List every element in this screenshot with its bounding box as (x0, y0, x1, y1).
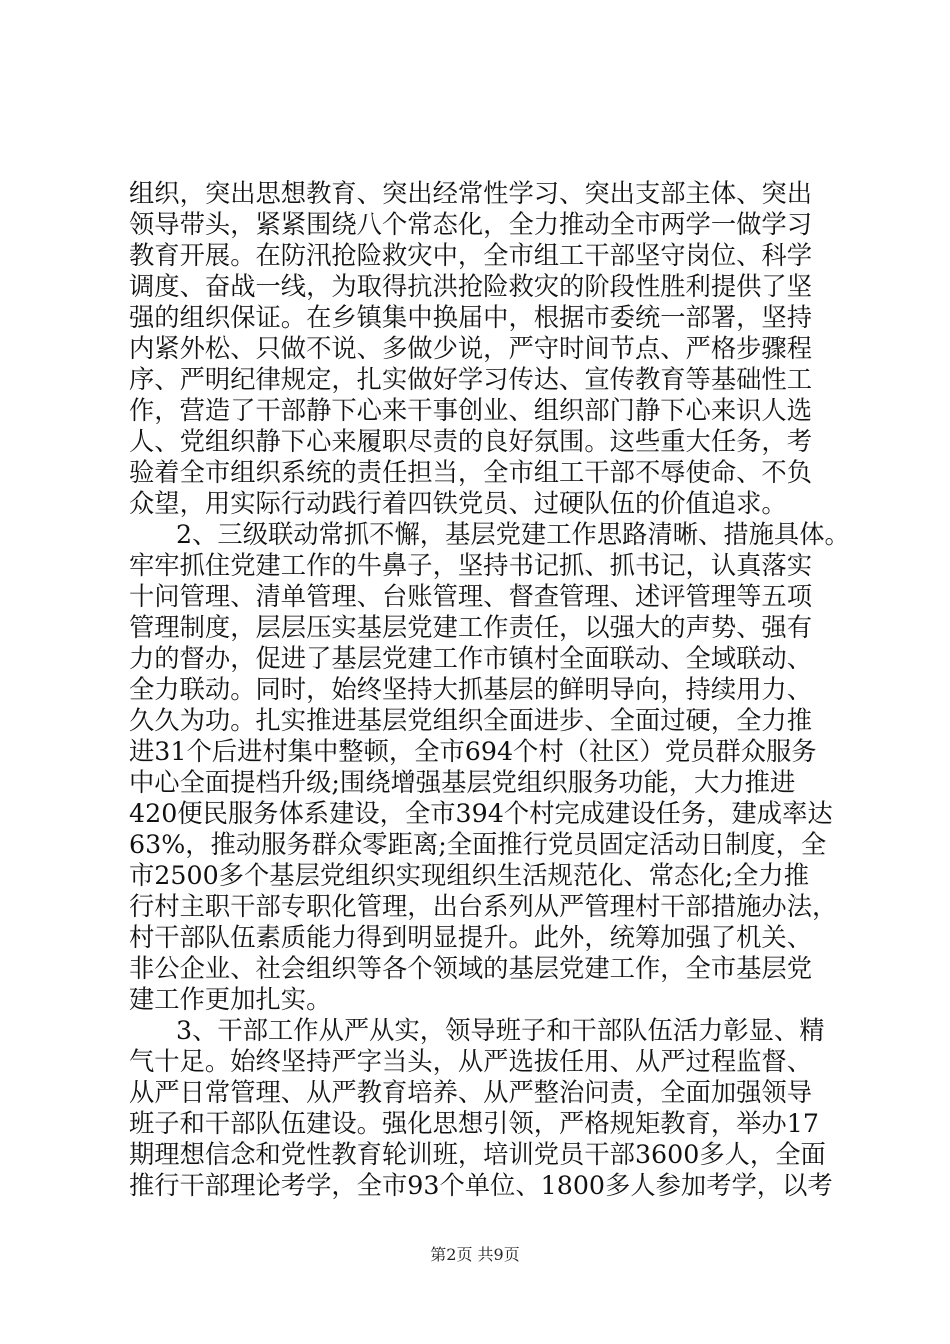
text-line: 村干部队伍素质能力得到明显提升。此外，统筹加强了机关、 (129, 923, 813, 952)
text-line: 领导带头，紧紧围绕八个常态化，全力推动全市两学一做学习 (129, 210, 813, 239)
paragraph-heading-2: 2、三级联动常抓不懈，基层党建工作思路清晰、措施具体。 (176, 520, 850, 549)
text-line: 作，营造了干部静下心来干事创业、组织部门静下心来识人选 (129, 396, 813, 425)
text-line: 强的组织保证。在乡镇集中换届中，根据市委统一部署，坚持 (129, 303, 813, 332)
text-line: 牢牢抓住党建工作的牛鼻子，坚持书记抓、抓书记，认真落实 (129, 551, 813, 580)
text-line: 进31个后进村集中整顿，全市694个村（社区）党员群众服务 (129, 737, 817, 766)
text-line: 力的督办，促进了基层党建工作市镇村全面联动、全域联动、 (129, 644, 813, 673)
text-line: 验着全市组织系统的责任担当，全市组工干部不辱使命、不负 (129, 458, 813, 487)
text-line: 期理想信念和党性教育轮训班，培训党员干部3600多人，全面 (129, 1140, 826, 1169)
page-footer: 第2页 共9页 (430, 1245, 520, 1264)
text-line: 气十足。始终坚持严字当头，从严选拔任用、从严过程监督、 (129, 1047, 813, 1076)
paragraph-heading-3: 3、干部工作从严从实，领导班子和干部队伍活力彰显、精 (176, 1016, 825, 1045)
text-line: 63%，推动服务群众零距离;全面推行党员固定活动日制度，全 (129, 830, 827, 859)
text-line: 市2500多个基层党组织实现组织生活规范化、常态化;全力推 (129, 861, 810, 890)
text-line: 人、党组织静下心来履职尽责的良好氛围。这些重大任务，考 (129, 427, 813, 456)
text-line: 从严日常管理、从严教育培养、从严整治问责，全面加强领导 (129, 1078, 813, 1107)
text-line: 调度、奋战一线，为取得抗洪抢险救灾的阶段性胜利提供了坚 (129, 272, 813, 301)
text-line: 班子和干部队伍建设。强化思想引领，严格规矩教育，举办17 (129, 1109, 819, 1138)
text-line: 内紧外松、只做不说、多做少说，严守时间节点、严格步骤程 (129, 334, 813, 363)
text-line: 组织，突出思想教育、突出经常性学习、突出支部主体、突出 (129, 179, 813, 208)
text-line: 中心全面提档升级;围绕增强基层党组织服务功能，大力推进 (129, 768, 796, 797)
text-line: 全力联动。同时，始终坚持大抓基层的鲜明导向，持续用力、 (129, 675, 813, 704)
text-line: 建工作更加扎实。 (129, 985, 332, 1014)
text-line: 非公企业、社会组织等各个领域的基层党建工作，全市基层党 (129, 954, 813, 983)
text-line: 序、严明纪律规定，扎实做好学习传达、宣传教育等基础性工 (129, 365, 813, 394)
text-line: 众望，用实际行动践行着四铁党员、过硬队伍的价值追求。 (129, 489, 787, 518)
text-line: 久久为功。扎实推进基层党组织全面进步、全面过硬，全力推 (129, 706, 813, 735)
text-line: 推行干部理论考学，全市93个单位、1800多人参加考学，以考 (129, 1171, 833, 1200)
text-line: 420便民服务体系建设，全市394个村完成建设任务，建成率达 (129, 799, 833, 828)
text-line: 管理制度，层层压实基层党建工作责任，以强大的声势、强有 (129, 613, 813, 642)
text-line: 行村主职干部专职化管理，出台系列从严管理村干部措施办法， (129, 892, 838, 921)
text-line: 十问管理、清单管理、台账管理、督查管理、述评管理等五项 (129, 582, 813, 611)
text-line: 教育开展。在防汛抢险救灾中，全市组工干部坚守岗位、科学 (129, 241, 813, 270)
